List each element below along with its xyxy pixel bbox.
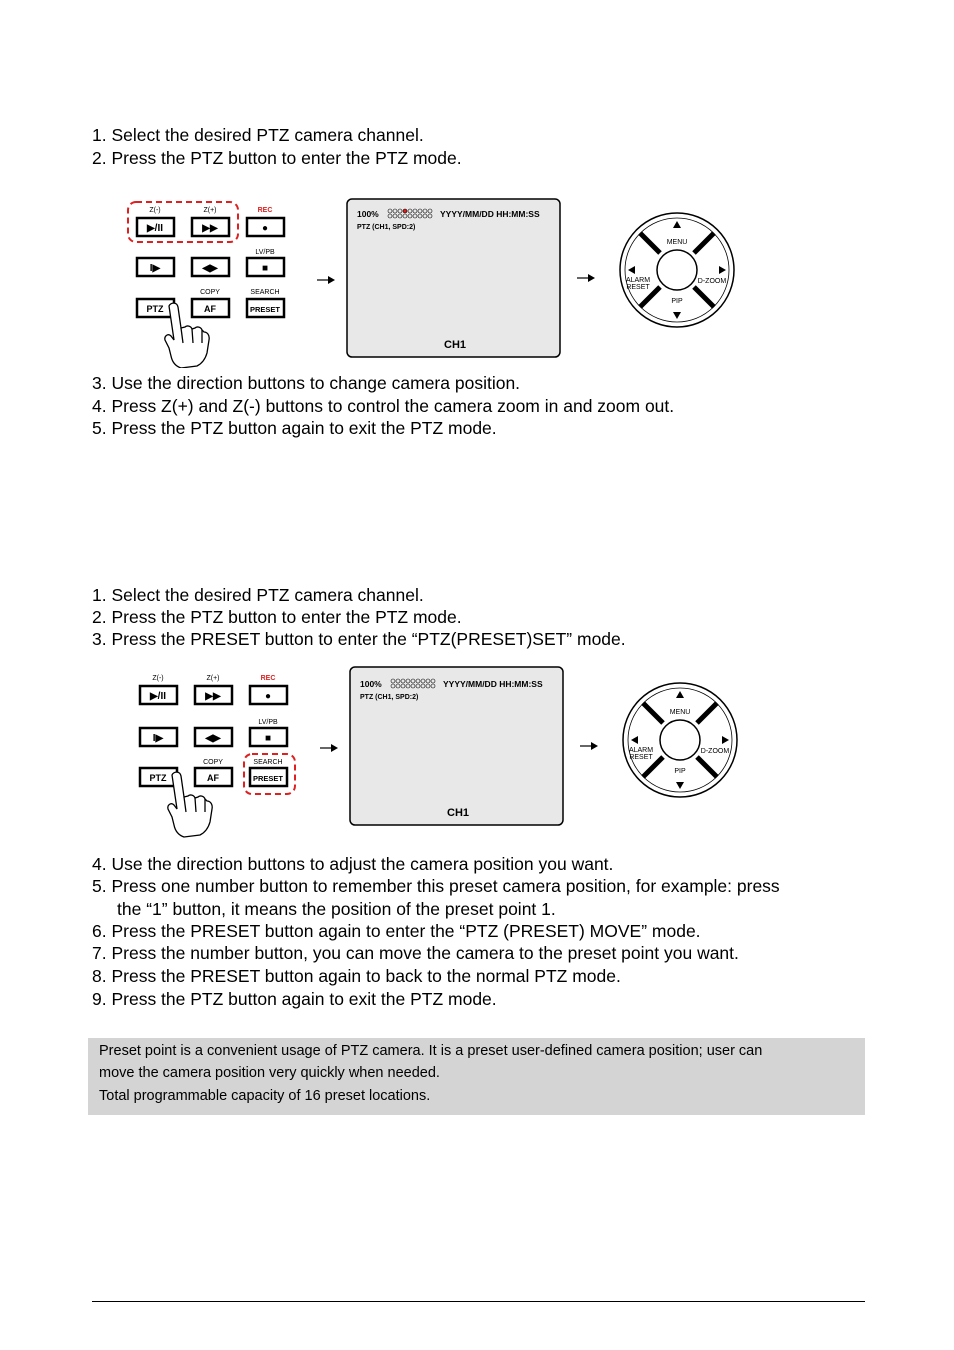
- label-search: SEARCH: [250, 289, 280, 296]
- ptz-button-label: PTZ: [146, 304, 164, 314]
- dpad-alarm-label: ALARM: [625, 277, 651, 284]
- label-copy: COPY: [203, 759, 223, 766]
- dpad-menu-label: MENU: [666, 239, 688, 246]
- keypad-figure-1: [125, 198, 295, 368]
- step-1-1: 1. Select the desired PTZ camera channel.: [92, 125, 424, 145]
- step-2-8: 8. Press the PRESET button again to back to the normal PTZ mode.: [92, 966, 621, 986]
- fast-forward-icon: ▶▶: [205, 691, 221, 702]
- step-2-4: 4. Use the direction buttons to adjust the camera position you want.: [92, 854, 614, 874]
- step-1-4: 4. Press Z(+) and Z(-) buttons to control the camera zoom in and zoom out.: [92, 396, 675, 416]
- label-rec: REC: [257, 207, 273, 214]
- footer-divider: [92, 1301, 865, 1302]
- monitor-datetime: YYYY/MM/DD HH:MM:SS: [443, 679, 543, 689]
- note-line-2: move the camera position very quickly when needed.: [99, 1065, 440, 1081]
- label-rec: REC: [260, 675, 276, 682]
- dpad-menu-label: MENU: [669, 709, 691, 716]
- preset-button-label: PRESET: [249, 305, 281, 314]
- af-button-label: AF: [207, 773, 219, 783]
- step-1-2: 2. Press the PTZ button to enter the PTZ mode.: [92, 148, 462, 168]
- step-icon: I▶: [152, 733, 164, 744]
- arrow-icon-1: [316, 274, 336, 286]
- step-2-6: 6. Press the PRESET button again to enter the “PTZ (PRESET) MOVE” mode.: [92, 921, 701, 941]
- fast-forward-icon: ▶▶: [202, 223, 218, 234]
- monitor-percent: 100%: [357, 209, 379, 219]
- monitor-channel: CH1: [444, 339, 467, 351]
- dpad-pip-label: PIP: [674, 768, 686, 775]
- monitor-screen-1: [346, 198, 562, 360]
- ptz-button-label: PTZ: [149, 773, 167, 783]
- keypad-figure-2: [128, 668, 300, 838]
- play-pause-icon: ▶/II: [146, 223, 164, 234]
- label-zminus: Z(-): [152, 675, 164, 682]
- step-icon: I▶: [149, 263, 161, 274]
- direction-pad-2: [620, 680, 740, 800]
- step-1-5: 5. Press the PTZ button again to exit the PTZ mode.: [92, 418, 497, 438]
- dpad-alarm-label: ALARM: [628, 747, 654, 754]
- step-2-3: 3. Press the PRESET button to enter the “PTZ(PRESET)SET” mode.: [92, 629, 626, 649]
- preset-button-label: PRESET: [252, 774, 284, 783]
- step-1-3: 3. Use the direction buttons to change camera position.: [92, 373, 521, 393]
- arrow-icon-4: [579, 740, 599, 752]
- label-zplus: Z(+): [206, 675, 220, 682]
- arrow-icon-2: [576, 272, 596, 284]
- label-lvpb: LV/PB: [255, 249, 275, 256]
- label-lvpb: LV/PB: [258, 719, 278, 726]
- slow-icon: ◀▶: [202, 263, 218, 274]
- label-zminus: Z(-): [149, 207, 161, 214]
- monitor-screen-2: [349, 666, 565, 828]
- dpad-reset-label: RESET: [626, 284, 650, 291]
- stop-icon: ■: [261, 263, 269, 274]
- record-icon: ●: [261, 223, 269, 234]
- monitor-datetime: YYYY/MM/DD HH:MM:SS: [440, 209, 540, 219]
- label-search: SEARCH: [253, 759, 283, 766]
- dpad-dzoom-label: D-ZOOM: [697, 278, 727, 285]
- af-button-label: AF: [204, 304, 216, 314]
- monitor-percent: 100%: [360, 679, 382, 689]
- dpad-reset-label: RESET: [629, 754, 653, 761]
- dpad-pip-label: PIP: [671, 298, 683, 305]
- label-copy: COPY: [200, 289, 220, 296]
- record-icon: ●: [264, 691, 272, 702]
- play-pause-icon: ▶/II: [149, 691, 167, 702]
- note-line-1: Preset point is a convenient usage of PTZ camera. It is a preset user-defined camera position; user can: [99, 1043, 763, 1059]
- stop-icon: ■: [264, 733, 272, 744]
- monitor-status: PTZ (CH1, SPD:2): [360, 694, 419, 701]
- monitor-channel: CH1: [447, 807, 470, 819]
- direction-pad-1: [617, 210, 737, 330]
- label-zplus: Z(+): [203, 207, 217, 214]
- note-line-3: Total programmable capacity of 16 preset locations.: [99, 1088, 431, 1104]
- arrow-icon-3: [319, 742, 339, 754]
- step-2-5: 5. Press one number button to remember this preset camera position, for example: press: [92, 876, 780, 896]
- dpad-dzoom-label: D-ZOOM: [700, 748, 730, 755]
- slow-icon: ◀▶: [205, 733, 221, 744]
- step-2-2: 2. Press the PTZ button to enter the PTZ mode.: [92, 607, 462, 627]
- note-box: [88, 1038, 865, 1115]
- step-2-1: 1. Select the desired PTZ camera channel.: [92, 585, 424, 605]
- monitor-status: PTZ (CH1, SPD:2): [357, 224, 416, 231]
- step-2-7: 7. Press the number button, you can move the camera to the preset point you want.: [92, 943, 739, 963]
- step-2-9: 9. Press the PTZ button again to exit the PTZ mode.: [92, 989, 497, 1009]
- step-2-5-continued: the “1” button, it means the position of the preset point 1.: [117, 899, 556, 919]
